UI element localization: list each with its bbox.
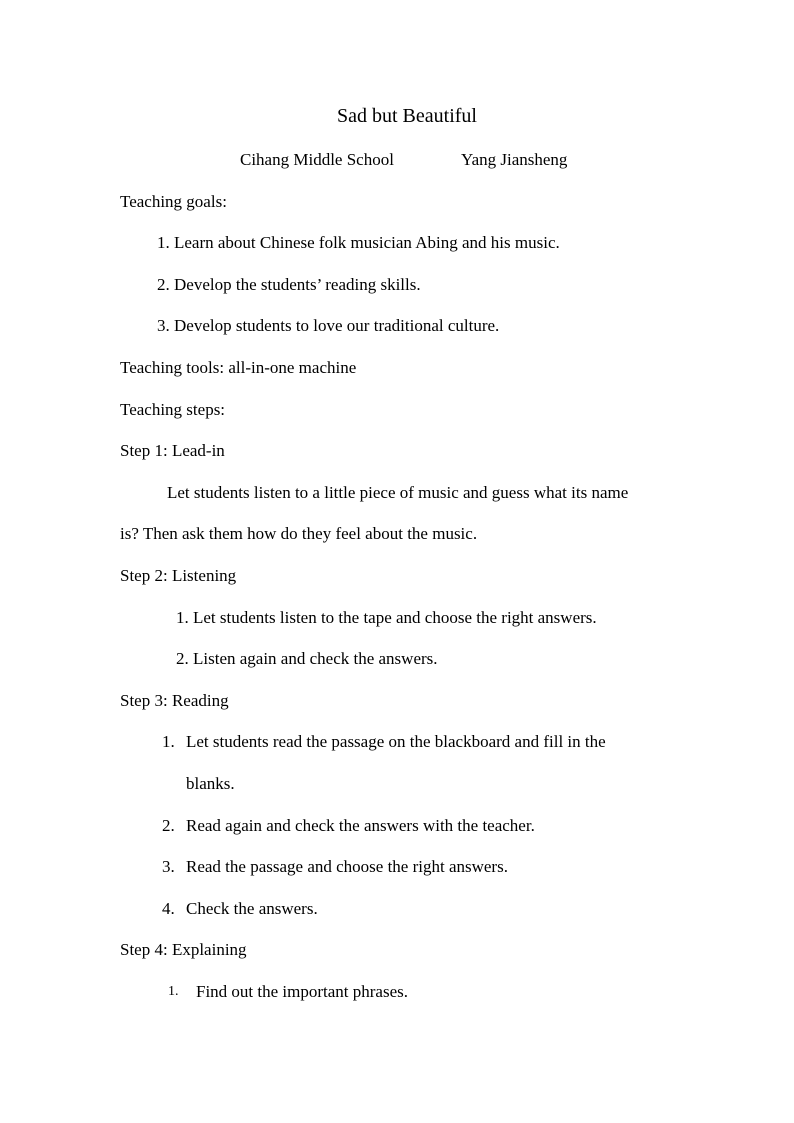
- step3-heading: Step 3: Reading: [120, 691, 229, 710]
- step1-text: Let students listen to a little piece of music and guess what its name: [167, 483, 629, 502]
- step2-heading: Step 2: Listening: [120, 566, 237, 585]
- step3-item: Let students read the passage on the blackboard and fill in the: [186, 732, 606, 751]
- step2-item: 1. Let students listen to the tape and choose the right answers.: [176, 608, 597, 627]
- step3-item: Read again and check the answers with the teacher.: [186, 816, 535, 835]
- document-title: Sad but Beautiful: [337, 105, 477, 127]
- step3-item: Check the answers.: [186, 899, 318, 918]
- teaching-goals-heading: Teaching goals:: [120, 192, 227, 211]
- author-name: Yang Jiansheng: [461, 150, 568, 169]
- step3-item-number: 2.: [162, 816, 175, 835]
- step3-item: Read the passage and choose the right answers.: [186, 857, 508, 876]
- goal-item: 1. Learn about Chinese folk musician Abing and his music.: [157, 233, 560, 252]
- step3-item-number: 4.: [162, 899, 175, 918]
- step4-item-number: 1.: [168, 984, 179, 999]
- step2-item: 2. Listen again and check the answers.: [176, 649, 438, 668]
- step4-item: Find out the important phrases.: [196, 982, 409, 1001]
- school-name: Cihang Middle School: [240, 150, 394, 169]
- goal-item: 3. Develop students to love our traditional culture.: [157, 316, 500, 335]
- step1-heading: Step 1: Lead-in: [120, 441, 225, 460]
- step3-item-number: 3.: [162, 857, 175, 876]
- step3-item-number: 1.: [162, 732, 175, 751]
- step1-text-continued: is? Then ask them how do they feel about the music.: [120, 524, 478, 543]
- goal-item: 2. Develop the students’ reading skills.: [157, 275, 421, 294]
- step4-heading: Step 4: Explaining: [120, 940, 247, 959]
- teaching-steps-heading: Teaching steps:: [120, 400, 226, 419]
- step3-item-continued: blanks.: [186, 774, 235, 793]
- teaching-tools: Teaching tools: all-in-one machine: [120, 358, 357, 377]
